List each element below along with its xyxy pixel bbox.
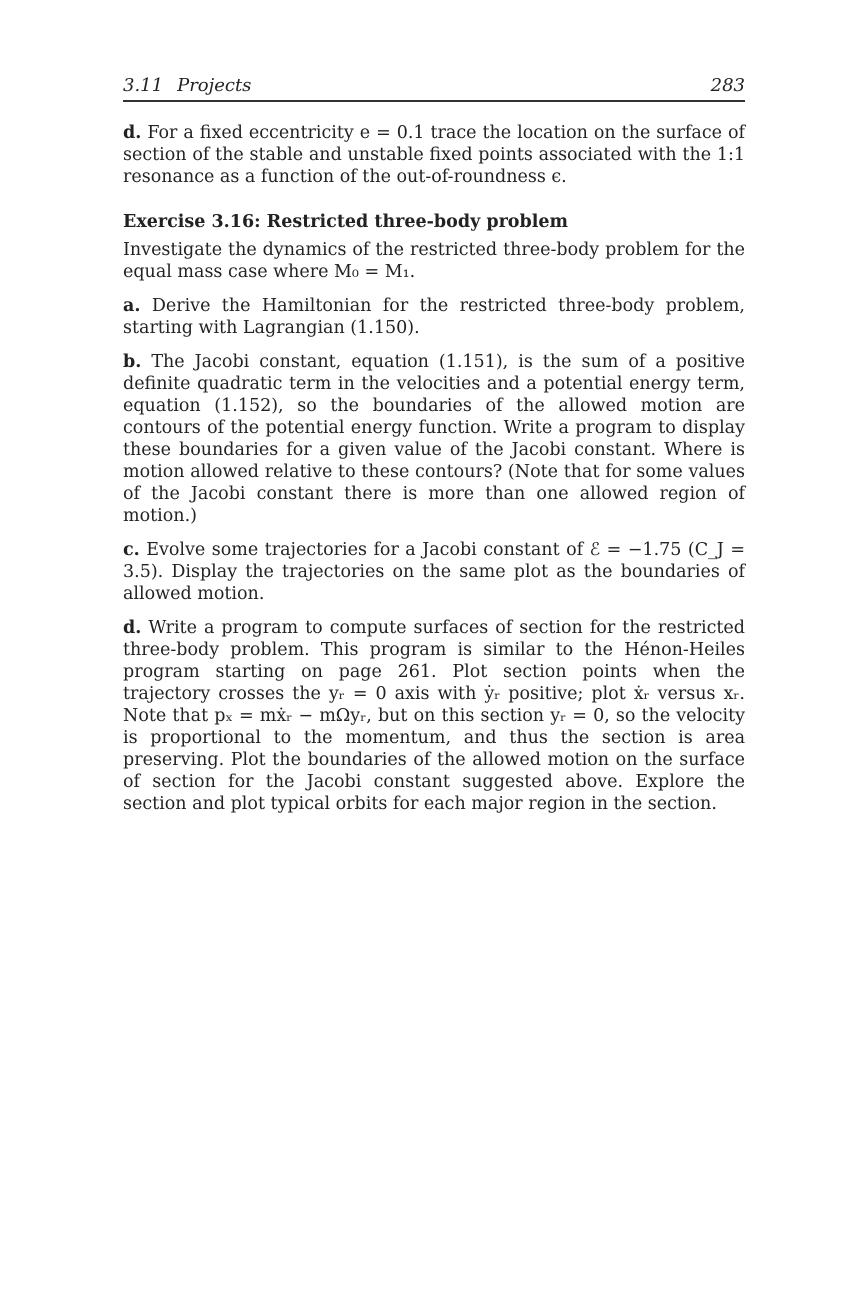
part-label: b. [123, 352, 142, 372]
book-page [123, 70, 745, 815]
paragraph-text: Derive the Hamiltonian for the restricted three-body problem, starting with Lagrangian (1.150). [123, 296, 745, 338]
paragraph-text: The Jacobi constant, equation (1.151), is the sum of a positive definite quadratic term in the velocities and a potential energy term, equation (1.152), so the boundaries of the allowed motion are contours of the potential energy function. Write a program to display these boundaries for a given value of the Jacobi constant. Where is motion allowed relative to these contours? (Note that for some values of the Jacobi constant there is more than one allowed region of motion.) [123, 352, 745, 526]
running-header [123, 70, 745, 102]
section-number: 3.11 [123, 75, 164, 96]
exercise-title: Exercise 3.16: Restricted three-body problem [123, 212, 568, 232]
paragraph-text: Write a program to compute surfaces of section for the restricted three-body problem. This program is similar to the Hénon-Heiles program starting on page 261. Plot section points when the trajectory crosses the yᵣ = 0 axis with ẏᵣ positive; plot ẋᵣ versus xᵣ. Note that pₓ = mẋᵣ − mΩyᵣ, but on this section yᵣ = 0, so the velocity is proportional to the momentum, and thus the section is area preserving. Plot the boundaries of the allowed motion on the surface of section for the Jacobi constant suggested above. Explore the section and plot typical orbits for each major region in the section. [123, 618, 745, 814]
paragraph-part-b [123, 351, 745, 527]
paragraph-part-a [123, 295, 745, 339]
paragraph-text: For a fixed eccentricity e = 0.1 trace the location on the surface of section of the stable and unstable fixed points associated with the 1:1 resonance as a function of the out-of-roundness ϵ. [123, 123, 745, 187]
section-heading [123, 72, 251, 100]
part-label: c. [123, 540, 140, 560]
paragraph-part-d [123, 617, 745, 815]
paragraph-part-c [123, 539, 745, 605]
section-title: Projects [177, 75, 252, 96]
part-label: a. [123, 296, 141, 316]
paragraph-text: Evolve some trajectories for a Jacobi constant of ℰ = −1.75 (C_J = 3.5). Display the trajectories on the same plot as the boundaries of allowed motion. [123, 540, 745, 604]
paragraph-part-d-previous [123, 122, 745, 188]
part-label: d. [123, 618, 142, 638]
exercise-intro: Investigate the dynamics of the restricted three-body problem for the equal mass case where M₀ = M₁. [123, 240, 745, 282]
part-label: d. [123, 123, 142, 143]
page-number: 283 [710, 75, 745, 96]
